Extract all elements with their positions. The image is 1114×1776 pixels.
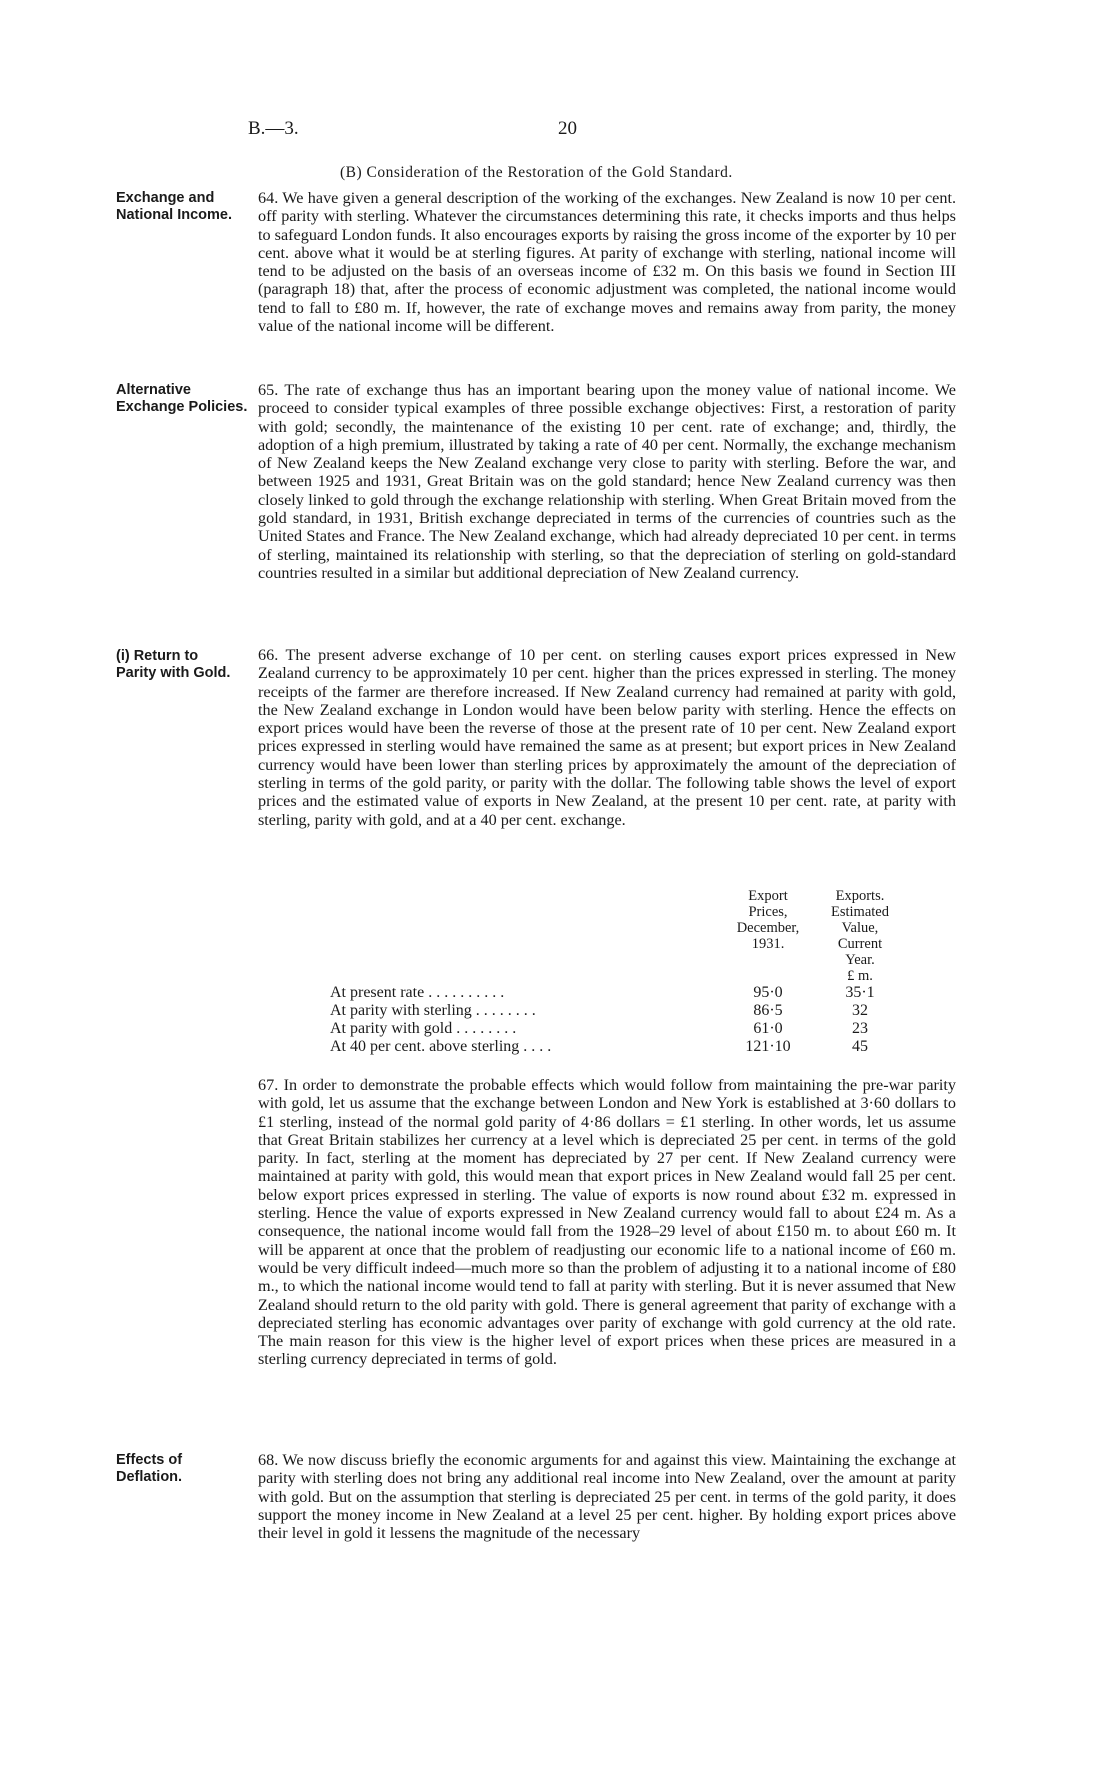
header-line: Exports.	[835, 888, 885, 904]
side-note-effects-of-deflation	[116, 1452, 248, 1486]
row-export-prices: 61·0	[753, 1020, 783, 1037]
header-line: Estimated	[831, 904, 889, 920]
row-value: 45	[852, 1038, 868, 1055]
paragraph-65: 65. The rate of exchange thus has an important bearing upon the money value of national income. We proceed to consider typical examples of three possible exchange objectives: First, a restoration of parity with gold; secondly, the maintenance of the existing 10 per cent. rate of exchange; and, thirdly, the adoption of a high premium, illustrated by taking a rate of 40 per cent. Normally, the exchange mechanism of New Zealand keeps the New Zealand exchange very close to parity with sterling. Before the war, and between 1925 and 1931, Great Britain was on the gold standard; hence New Zealand currency was then closely linked to gold through the exchange relationship with sterling. When Great Britain moved from the gold standard, in 1931, British exchange depreciated in terms of the currencies of countries such as the United States and France. The New Zealand exchange, which had already depreciated 10 per cent. in terms of sterling, maintained its relationship with sterling, so that the depreciation of sterling on gold-standard countries resulted in a similar but additional depreciation of New Zealand currency.	[258, 381, 956, 582]
header-line: Current	[837, 936, 883, 952]
page-number: 20	[558, 118, 577, 139]
row-label: At 40 per cent. above sterling . . . .	[330, 1038, 552, 1055]
row-export-prices: 95·0	[753, 984, 783, 1001]
side-note-return-to-parity	[116, 648, 248, 682]
side-note-line: National Income.	[116, 207, 233, 223]
column-header-export-prices	[722, 888, 814, 984]
document-code: B.—3.	[248, 118, 299, 139]
row-value: 35·1	[845, 984, 875, 1001]
header-line: £ m.	[847, 968, 873, 984]
header-line: 1931.	[751, 936, 785, 952]
side-note-line: Parity with Gold.	[116, 665, 231, 681]
paragraph-68: 68. We now discuss briefly the economic arguments for and against this view. Maintaining the exchange at parity with sterling does not bring any additional real income into New Zealand, over the amount at parity with gold. But on the assumption that sterling is depreciated 25 per cent. in terms of the gold parity, it does support the money income in New Zealand at a level 25 per cent. higher. By holding export prices above their level in gold it lessens the magnitude of the necessary	[258, 1451, 956, 1543]
row-export-prices: 121·10	[745, 1038, 791, 1055]
row-label: At parity with sterling . . . . . . . .	[330, 1002, 536, 1019]
row-label: At parity with gold . . . . . . . .	[330, 1020, 517, 1037]
table-row	[330, 1002, 906, 1020]
side-note-alternative-exchange-policies	[116, 382, 248, 416]
row-value: 23	[852, 1020, 868, 1037]
header-line: Export	[748, 888, 788, 904]
header-line: Year.	[845, 952, 875, 968]
side-note-line: Exchange and	[116, 190, 215, 206]
header-line: Value,	[841, 920, 879, 936]
paragraph-67: 67. In order to demonstrate the probable effects which would follow from maintaining the pre-war parity with gold, let us assume that the exchange between London and New York is established at 3·60 dollars to £1 sterling, instead of the normal gold parity of 4·86 dollars = £1 sterling. In other words, let us assume that Great Britain stabilizes her currency at a level which is depreciated 25 per cent. in terms of the gold parity. In fact, sterling at the moment has depreciated by 27 per cent. If New Zealand currency were maintained at parity with gold, this would mean that export prices in New Zealand would fall 25 per cent. below export prices expressed in sterling. The value of exports is now round about £32 m. expressed in sterling. Hence the value of exports expressed in New Zealand currency would fall to about £24 m. As a consequence, the national income would fall from the 1928–29 level of about £150 m. to about £60 m. It will be apparent at once that the problem of readjusting our economic life to a national income of £60 m. would be very difficult indeed—much more so than the problem of adjusting it to a national income of £80 m., to which the national income would tend to fall at parity with sterling. But it is never assumed that New Zealand should return to the old parity with gold. There is general agreement that parity of exchange with a depreciated sterling has economic advantages over parity of exchange with gold currency at the old rate. The main reason for this view is the higher level of export prices when these prices are measured in a sterling currency depreciated in terms of gold.	[258, 1076, 956, 1369]
side-note-line: Deflation.	[116, 1469, 183, 1485]
row-label: At present rate . . . . . . . . . .	[330, 984, 505, 1001]
side-note-line: Alternative	[116, 382, 191, 398]
table-header-row	[330, 888, 906, 984]
side-note-line: (i) Return to	[116, 648, 199, 664]
export-prices-table	[330, 888, 906, 1056]
section-title: (B) Consideration of the Restoration of the Gold Standard.	[340, 164, 733, 181]
header-line: December,	[736, 920, 800, 936]
table-row	[330, 984, 906, 1002]
row-value: 32	[852, 1002, 868, 1019]
side-note-exchange-national-income	[116, 190, 248, 224]
paragraph-66: 66. The present adverse exchange of 10 per cent. on sterling causes export prices expressed in New Zealand currency to be approximately 10 per cent. higher than the prices expressed in sterling. The money receipts of the farmer are therefore increased. If New Zealand currency had remained at parity with gold, the New Zealand exchange in London would have been below parity with sterling. Hence the effects on export prices would have been the reverse of those at the present rate of 10 per cent. New Zealand export prices expressed in sterling would have remained the same as at present; but export prices in New Zealand currency would have been lower than sterling prices by approximately the amount of the depreciation of sterling in terms of the gold parity, or parity with the dollar. The following table shows the level of export prices and the estimated value of exports in New Zealand, at the present 10 per cent. rate, at parity with sterling, parity with gold, and at a 40 per cent. exchange.	[258, 646, 956, 829]
column-header-estimated-value	[814, 888, 906, 984]
side-note-line: Exchange Policies.	[116, 399, 248, 415]
side-note-line: Effects of	[116, 1452, 183, 1468]
table-row	[330, 1020, 906, 1038]
table-header-blank	[330, 888, 722, 984]
paragraph-64: 64. We have given a general description of the working of the exchanges. New Zealand is now 10 per cent. off parity with sterling. Whatever the circumstances determining this rate, it checks imports and thus helps to safeguard London funds. It also encourages exports by raising the gross income of the exporter by 10 per cent. above what it would be at sterling figures. At parity of exchange with sterling, national income will tend to be adjusted on the basis of an overseas income of £32 m. On this basis we found in Section III (paragraph 18) that, after the process of economic adjustment was completed, the national income would tend to fall to £80 m. If, however, the rate of exchange moves and remains away from parity, the money value of the national income will be different.	[258, 189, 956, 336]
header-line: Prices,	[748, 904, 788, 920]
table-row	[330, 1038, 906, 1056]
row-export-prices: 86·5	[753, 1002, 783, 1019]
